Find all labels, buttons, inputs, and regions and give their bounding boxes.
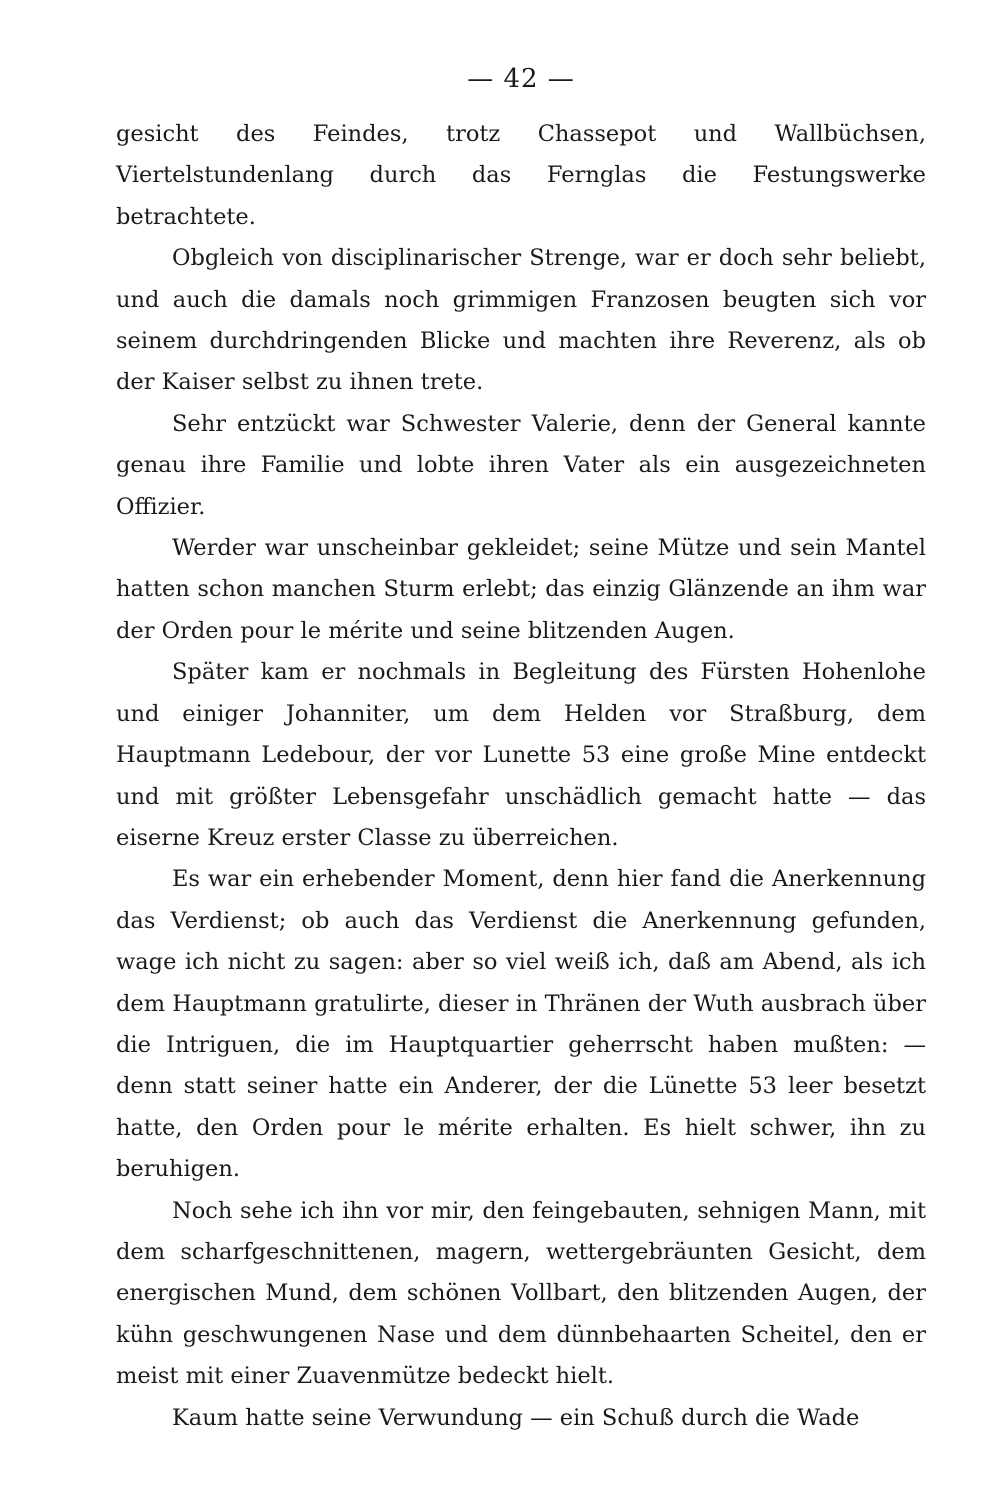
page-body — [116, 114, 926, 1439]
paragraph-6: Es war ein erhebender Moment, denn hier fand die Anerkennung das Verdienst; ob auch das Verdienst die Anerkennung gefunden, wage ich nicht zu sagen: aber so viel weiß ich, daß am Abend, als ich dem Hauptmann gratulirte, dieser in Thränen der Wuth ausbrach über die Intriguen, die im Hauptquartier geherrscht haben mußten: — denn statt seiner hatte ein Anderer, der die Lünette 53 leer besetzt hatte, den Orden pour le mérite erhalten. Es hielt schwer, ihn zu beruhigen. — [116, 866, 926, 1183]
paragraph-7: Noch sehe ich ihn vor mir, den feingebauten, sehnigen Mann, mit dem scharfgeschnittenen, magern, wettergebräunten Gesicht, dem energischen Mund, dem schönen Vollbart, den blitzenden Augen, der kühn geschwungenen Nase und dem dünnbehaarten Scheitel, den er meist mit einer Zuavenmütze bedeckt hielt. — [116, 1197, 926, 1390]
paragraph-5: Später kam er nochmals in Begleitung des Fürsten Hohenlohe und einiger Johanniter, um dem Helden vor Straßburg, dem Hauptmann Ledebour, der vor Lunette 53 eine große Mine entdeckt und mit größter Lebensgefahr unschädlich gemacht hatte — das eiserne Kreuz erster Classe zu überreichen. — [116, 659, 926, 851]
paragraph-2: Obgleich von disciplinarischer Strenge, war er doch sehr beliebt, und auch die damals noch grimmigen Franzosen beugten sich vor seinem durchdringenden Blicke und machten ihre Reverenz, als ob der Kaiser selbst zu ihnen trete. — [116, 245, 926, 396]
page-number: — 42 — — [467, 64, 575, 94]
paragraph-3: Sehr entzückt war Schwester Valerie, denn der General kannte genau ihre Familie und lobte ihren Vater als ein ausgezeichneten Offizier. — [116, 410, 926, 520]
paragraph-4: Werder war unscheinbar gekleidet; seine Mütze und sein Mantel hatten schon manchen Sturm erlebt; das einzig Glänzende an ihm war der Orden pour le mérite und seine blitzenden Augen. — [116, 535, 926, 644]
paragraph-1: gesicht des Feindes, trotz Chassepot und Wallbüchsen, Viertelstundenlang durch das Fernglas die Festungswerke betrachtete. — [116, 121, 926, 230]
paragraph-8: Kaum hatte seine Verwundung — ein Schuß durch die Wade — [172, 1404, 860, 1431]
